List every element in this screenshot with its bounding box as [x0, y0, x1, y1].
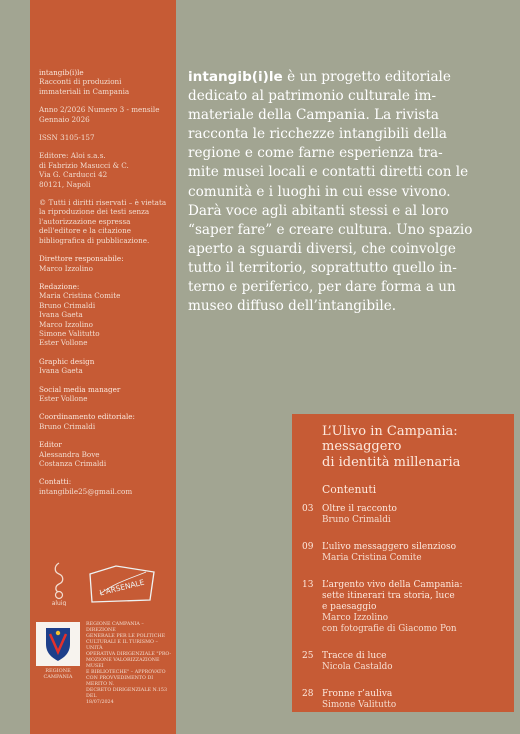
contents-entry[interactable] — [302, 504, 508, 526]
authors-block — [39, 440, 170, 468]
intro-brand: intangib(i)le — [188, 69, 283, 85]
rights-block — [39, 198, 170, 245]
issn-block — [39, 133, 170, 142]
entry-author: Bruno Crimaldi — [322, 514, 391, 525]
entry-title: L’argento vivo della Campania: — [322, 579, 463, 590]
rights-line: bibliografica di pubblicazione. — [39, 235, 150, 245]
issue-title-line: di identità millenaria — [322, 454, 461, 470]
publisher-line: di Fabrizio Masucci & C. — [39, 160, 129, 170]
issn: ISSN 3105-157 — [39, 133, 95, 143]
intro-text: è un progetto editoriale dedicato al patrimonio culturale im- materiale della Campania. La rivista racconta le ricchezze intangibili della regione e come farne esperienza tra- mite musei locali e contatti diretti con le comunità e i luoghi in cui esse vivono. Darà voce agli abitanti stessi e al loro “saper fare” e creare cultura. Uno spazio aperto a sguardi diversi, che coinvolge tutto il territorio, soprattutto quello in- terno e periferico, per dare forma a un museo diffuso dell’intangibile. — [188, 69, 473, 315]
aluig-wordmark: aluig — [51, 600, 67, 606]
editorial-label: Redazione: — [39, 281, 80, 291]
publisher-line: Editore: Aloi s.a.s. — [39, 151, 106, 161]
entry-page-number: 09 — [302, 541, 314, 552]
entry-author: Maria Cristina Comite — [322, 552, 422, 563]
issue-block — [39, 105, 170, 124]
entry-page-number: 03 — [302, 503, 314, 514]
entry-title: Fronne r’auliva — [322, 688, 393, 699]
intro-paragraph — [188, 68, 516, 316]
arsenale-wordmark: L'ARSENALE — [98, 577, 146, 598]
editorial-block — [39, 282, 170, 348]
region-funding-text: REGIONE CAMPANIA – DIREZIONE GENERALE PER LE POLITICHE CULTURALI E IL TURISMO – UNITÀ OPERATIVA DIRIGENZIALE "PRO- MOZIONE VALORIZZAZIONE MUSEI E BIBLIOTECHE" – APPROVATO CON PROVVEDIMENTO DI MERITO N. DECRETO DIRIGENZIALE N.153 DEL 18/07/2024 — [86, 622, 172, 705]
rights-line: la riproduzione dei testi senza — [39, 207, 150, 217]
editorial-member: Ester Vollone — [39, 338, 88, 348]
editorial-member: Maria Cristina Comite — [39, 291, 121, 301]
contents-entry[interactable] — [302, 651, 508, 673]
entry-title: Oltre il racconto — [322, 503, 397, 514]
contents-entry[interactable] — [302, 580, 508, 635]
director-block — [39, 254, 170, 273]
director-label: Direttore responsabile: — [39, 254, 124, 264]
masthead-subtitle-line: immateriali in Campania — [39, 86, 130, 96]
entry-title: L’ulivo messaggero silenzioso — [322, 541, 457, 552]
rights-line: dell'editore e la citazione — [39, 226, 131, 236]
issue-line: Gennaio 2026 — [39, 114, 90, 124]
editorial-member: Bruno Crimaldi — [39, 300, 96, 310]
issue-line: Anno 2/2026 Numero 3 - mensile — [39, 105, 160, 115]
region-campania-credit — [36, 622, 172, 705]
contents-entry[interactable] — [302, 689, 508, 711]
entry-author: con fotografie di Giacomo Pon — [322, 623, 457, 634]
contacts-email: intangibile25@gmail.com — [39, 486, 133, 496]
entry-page-number: 28 — [302, 688, 314, 699]
author-name: Costanza Crimaldi — [39, 459, 107, 468]
masthead-title: intangib(i)le — [39, 68, 84, 77]
contents-heading: Contenuti — [322, 482, 377, 496]
author-name: Alessandra Bove — [39, 449, 100, 459]
contents-panel — [292, 414, 514, 712]
entry-title: Tracce di luce — [322, 650, 387, 661]
entry-author: Nicola Castaldo — [322, 661, 393, 672]
coord-name: Bruno Crimaldi — [39, 421, 96, 431]
social-label: Social media manager — [39, 384, 121, 394]
editorial-member: Ivana Gaeta — [39, 310, 83, 320]
design-name: Ivana Gaeta — [39, 366, 83, 376]
editorial-member: Simone Valitutto — [39, 328, 100, 338]
masthead-subtitle-line: Racconti di produzioni — [39, 77, 122, 87]
design-label: Graphic design — [39, 356, 95, 366]
entry-author: Marco Izzolino — [322, 612, 389, 623]
masthead-sidebar — [30, 0, 176, 734]
contacts-block — [39, 477, 170, 496]
authors-label: Editor — [39, 440, 62, 450]
publisher-block — [39, 151, 170, 189]
issue-title-line: L’Ulivo in Campania: — [322, 424, 458, 439]
entry-page-number: 25 — [302, 650, 314, 661]
masthead-title-block — [39, 68, 170, 96]
entry-title: sette itinerari tra storia, luce — [322, 590, 455, 601]
contacts-label: Contatti: — [39, 477, 72, 487]
rights-line: © Tutti i diritti riservati – è vietata — [39, 198, 167, 208]
social-name: Ester Vollone — [39, 393, 88, 403]
aluig-logo-icon — [46, 560, 72, 606]
coord-label: Coordinamento editoriale: — [39, 412, 135, 422]
rights-line: l'autorizzazione espressa — [39, 216, 131, 226]
design-block — [39, 357, 170, 376]
entry-page-number: 13 — [302, 579, 314, 590]
coord-block — [39, 412, 170, 431]
issue-title-line: messaggero — [322, 439, 402, 455]
issue-title — [322, 424, 508, 470]
publisher-line: Via G. Carducci 42 — [39, 170, 108, 180]
publisher-line: 80121, Napoli — [39, 179, 91, 189]
region-crest-icon — [36, 622, 80, 666]
arsenale-logo-icon — [86, 564, 158, 604]
social-block — [39, 385, 170, 404]
partner-logos — [46, 560, 174, 610]
region-name: REGIONE CAMPANIA — [43, 668, 73, 680]
director-name: Marco Izzolino — [39, 263, 94, 273]
editorial-member: Marco Izzolino — [39, 319, 94, 329]
contents-entry[interactable] — [302, 542, 508, 564]
entry-author: Simone Valitutto — [322, 699, 397, 710]
entry-title: e paesaggio — [322, 601, 377, 612]
